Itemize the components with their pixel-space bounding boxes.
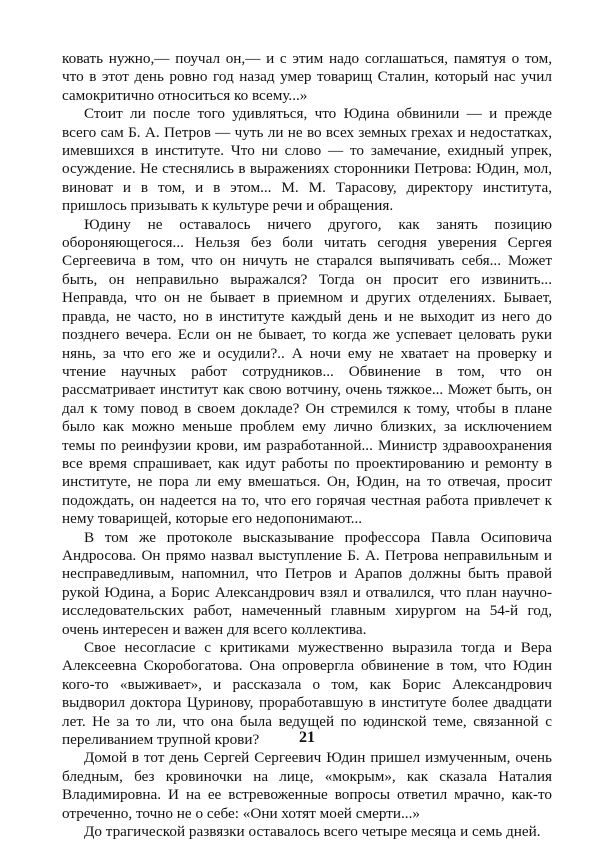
page-number: 21 <box>299 729 315 746</box>
paragraph-7: До трагической развязки оставалось всего четыре месяца и семь дней. <box>84 823 541 841</box>
paragraph-2: Стоит ли после того удивляться, что Юдина обвинили — и прежде всего сам Б. А. Петров — чуть ли не во всех земных грехах и недостатках, имевшихся в институте. Что ни слово — то замечание, ехидный упрек, осуждение. Не стеснялись в выражениях сторонники Петрова: Юдин, мол, виноват и в том, и в этом... М. М. Тарасову, директору института, пришлось призывать к культуре речи и обращения. <box>62 105 552 215</box>
page-body <box>62 50 552 841</box>
paragraph-4: В том же протоколе высказывание профессора Павла Осиповича Андросова. Он прямо назвал выступление Б. А. Петрова неправильным и несправедливым, напомнил, что Петров и Арапов должны быть правой рукой Юдина, а Борис Александрович взял и отвалился, что план научно-исследовательских работ, намеченный главным хирургом на 54-й год, очень интересен и важен для всего коллектива. <box>62 528 552 638</box>
paragraph-3: Юдину не оставалось ничего другого, как занять позицию обороняющегося... Нельзя без боли читать сегодня уверения Сергея Сергеевича в том, что он ничуть не старался выпячивать себя... Может быть, он неправильно выражался? Тогда он просит его извинить... Неправда, что он не бывает в приемном и других отделениях. Бывает, правда, не часто, но в институте каждый день и не выходит из него до позднего вечера. Если он не бывает, то когда же успевает целовать руки нянь, за что его же и осудили?.. А ночи ему не хватает на проверку и чтение научных работ сотрудников... Обвинение в том, что он рассматривает институт как свою вотчину, очень тяжкое... Может быть, он дал к тому повод в своем докладе? Он стремился к тому, чтобы в плане было как можно меньше проблем ему лично близких, за исключением темы по реинфузии крови, им разработанной... Министр здравоохранения все время спрашивает, как идут работы по проектированию и ремонту в институте, не пора ли ему вмешаться. Он, Юдин, на то отвечая, просит подождать, он надеется на то, что его горячая честная работа привлечет к нему товарищей, которые его недопонимают... <box>62 215 552 528</box>
paragraph-5: Свое несогласие с критиками мужественно выразила тогда и Вера Алексеевна Скоробогатова. Она опровергла обвинение в том, что Юдин кого-то «выживает», и рассказала о том, как Борис Александрович выдворил доктора Цуринову, проработавшую в институте более двадцати лет. Не за то ли, что она была ведущей по юдинской теме, связанной с переливанием трупной крови? <box>62 639 552 749</box>
paragraph-6: Домой в тот день Сергей Сергеевич Юдин пришел измученным, очень бледным, без кровиночки на лице, «мокрым», как сказала Наталия Владимировна. И на ее встревоженные вопросы ответил мрачно, как-то отреченно, точно не о себе: «Они хотят моей смерти...» <box>62 749 552 822</box>
paragraph-1: ковать нужно,— поучал он,— и с этим надо соглашаться, памятуя о том, что в этот день ровно год назад умер товарищ Сталин, который нас учил самокритично относиться ко всему...» <box>62 50 552 104</box>
